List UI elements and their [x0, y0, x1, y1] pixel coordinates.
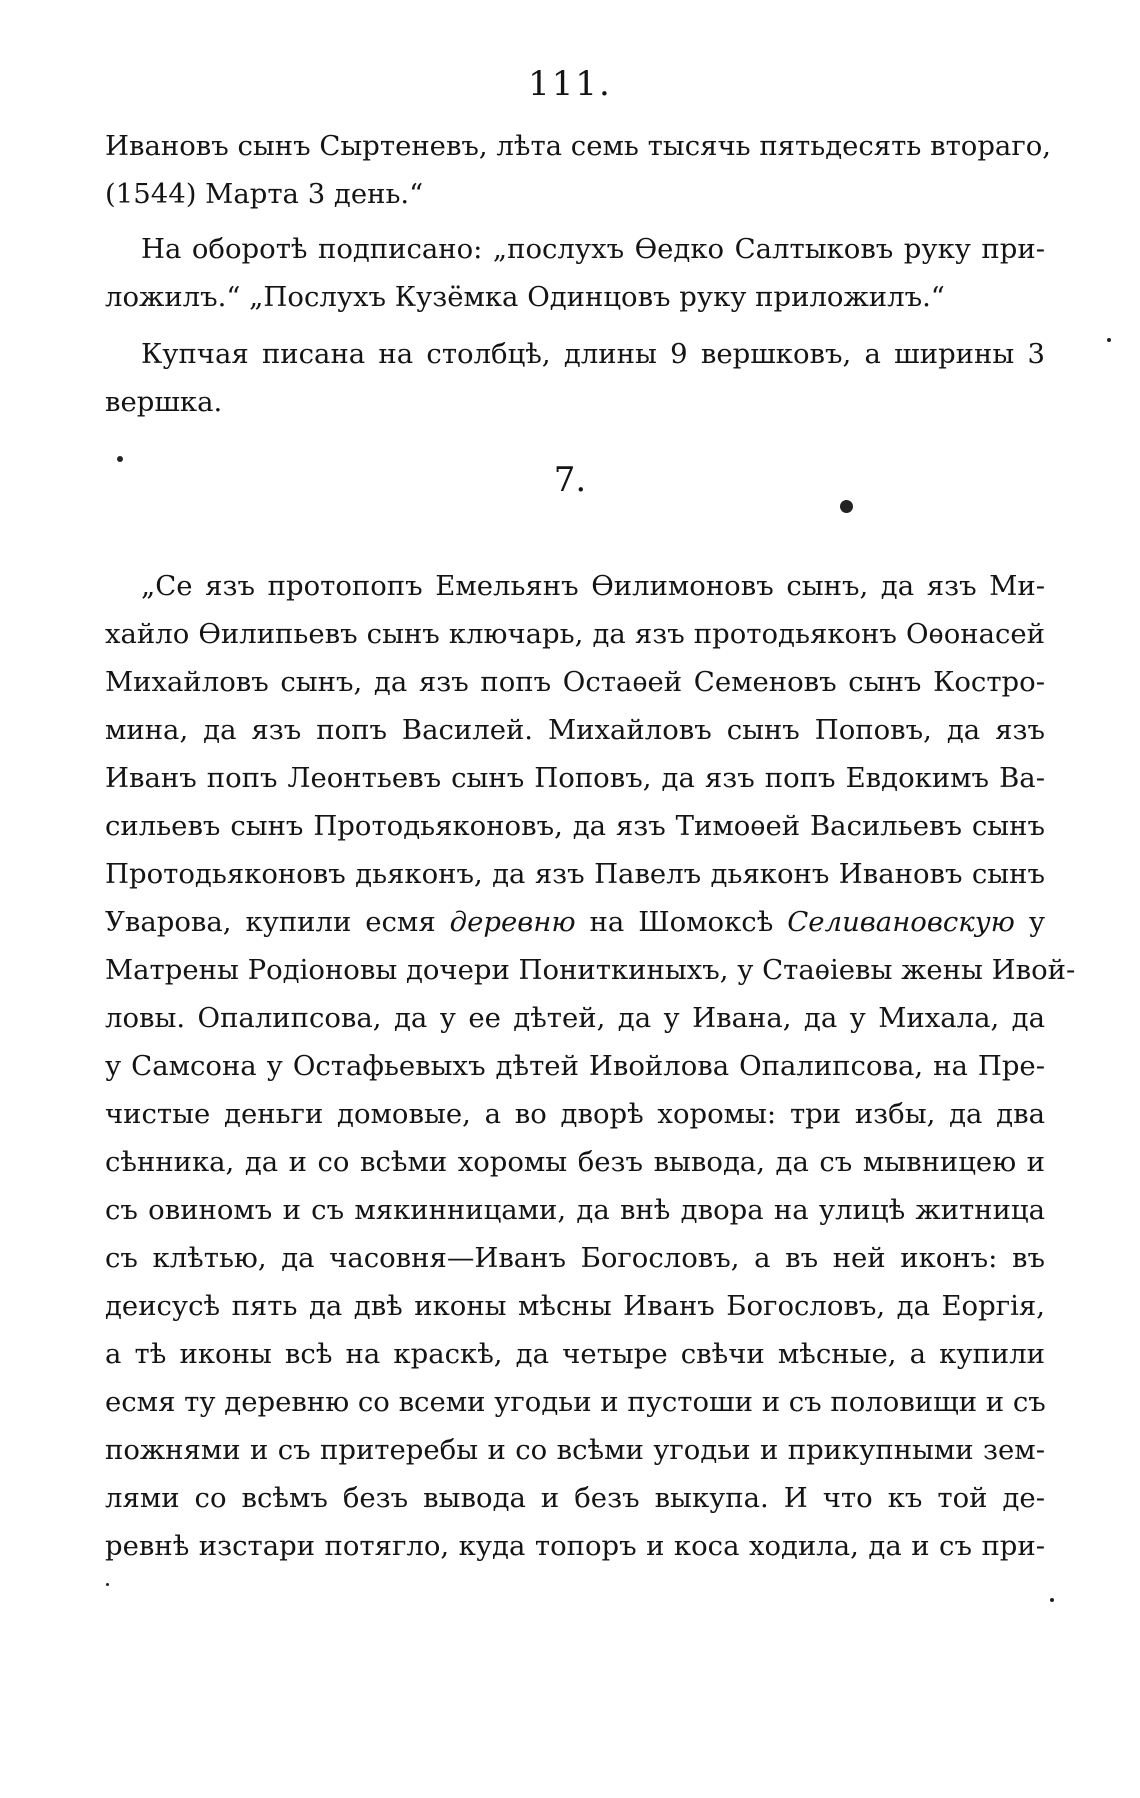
text-line-with-italics — [105, 898, 1045, 946]
scan-speck — [117, 456, 123, 462]
text-line: сильевъ сынъ Протодьяконовъ, да язъ Тимоѳей Васильевъ сынъ — [105, 810, 1045, 842]
scan-speck — [840, 500, 853, 513]
text-line: пожнями и съ притеребы и со всѣми угодьи и прикупными зем- — [105, 1434, 1045, 1466]
text-line: у Самсона у Остафьевыхъ дѣтей Ивойлова Опалипсова, на Пре- — [105, 1050, 1045, 1082]
note-reverse — [105, 225, 1045, 321]
text-line: а тѣ иконы всѣ на краскѣ, да четыре свѣчи мѣсные, а купили — [105, 1338, 1045, 1370]
text-line: Протодьяконовъ дьяконъ, да язъ Павелъ дьяконъ Ивановъ сынъ — [105, 858, 1045, 890]
text-line: „Се язъ протопопъ Емельянъ Ѳилимоновъ сынъ, да язъ Ми- — [141, 570, 1045, 602]
text-line: чистые деньги домовые, а во дворѣ хоромы: три избы, да два — [105, 1098, 1045, 1130]
text-span: на Шомоксѣ — [589, 906, 774, 938]
text-line: мина, да язъ попъ Василей. Михайловъ сынъ Поповъ, да язъ — [105, 714, 1045, 746]
text-line: сѣнника, да и со всѣми хоромы безъ вывода, да съ мывницею и — [105, 1146, 1045, 1178]
scan-speck — [106, 1583, 109, 1586]
text-line: (1544) Марта 3 день.“ — [105, 178, 424, 210]
text-line: ловы. Опалипсова, да у ее дѣтей, да у Ивана, да у Михала, да — [105, 1002, 1045, 1034]
note-size — [105, 330, 1045, 426]
text-line: деисусѣ пять да двѣ иконы мѣсны Иванъ Богословъ, да Еоргія, — [105, 1290, 1045, 1322]
page-number: 111. — [528, 64, 612, 104]
text-line: ложилъ.“ „Послухъ Кузёмка Одинцовъ руку приложилъ.“ — [105, 281, 945, 313]
text-line: вершка. — [105, 386, 223, 418]
text-span: у — [1028, 906, 1046, 938]
top-text — [105, 122, 1052, 218]
italic-word: Селивановскую — [787, 906, 1015, 938]
text-line: Купчая писана на столбцѣ, длины 9 вершковъ, а ширины 3 — [141, 338, 1045, 370]
text-line: есмя ту деревню со всеми угодьи и пустоши и съ половищи и съ — [105, 1386, 1046, 1418]
text-line: Матрены Родіоновы дочери Пониткиныхъ, у Стаѳіевы жены Ивой- — [105, 954, 1076, 986]
text-line: Иванъ попъ Леонтьевъ сынъ Поповъ, да язъ попъ Евдокимъ Ва- — [105, 762, 1045, 794]
section-number: 7. — [553, 460, 587, 500]
text-line: лями со всѣмъ безъ вывода и безъ выкупа. И что къ той де- — [105, 1482, 1045, 1514]
deed-text — [105, 562, 1076, 1570]
text-line: Ивановъ сынъ Сыртеневъ, лѣта семь тысячь пятьдесять втораго, — [105, 130, 1052, 162]
text-line: съ овиномъ и съ мякинницами, да внѣ двора на улицѣ житница — [105, 1194, 1045, 1226]
italic-word: деревню — [449, 906, 576, 938]
text-span: Уварова, купили есмя — [105, 906, 436, 938]
scan-speck — [1107, 338, 1111, 342]
text-line: ревнѣ изстари потягло, куда топоръ и коса ходила, да и съ при- — [105, 1530, 1045, 1562]
text-line: съ клѣтью, да часовня—Иванъ Богословъ, а въ ней иконъ: въ — [105, 1242, 1045, 1274]
text-line: На оборотѣ подписано: „послухъ Ѳедко Салтыковъ руку при- — [141, 233, 1045, 265]
scan-speck — [1050, 1598, 1054, 1602]
text-line: Михайловъ сынъ, да язъ попъ Остаѳей Семеновъ сынъ Костро- — [105, 666, 1045, 698]
text-line: хайло Ѳилипьевъ сынъ ключарь, да язъ протодьяконъ Оѳонасей — [105, 618, 1045, 650]
